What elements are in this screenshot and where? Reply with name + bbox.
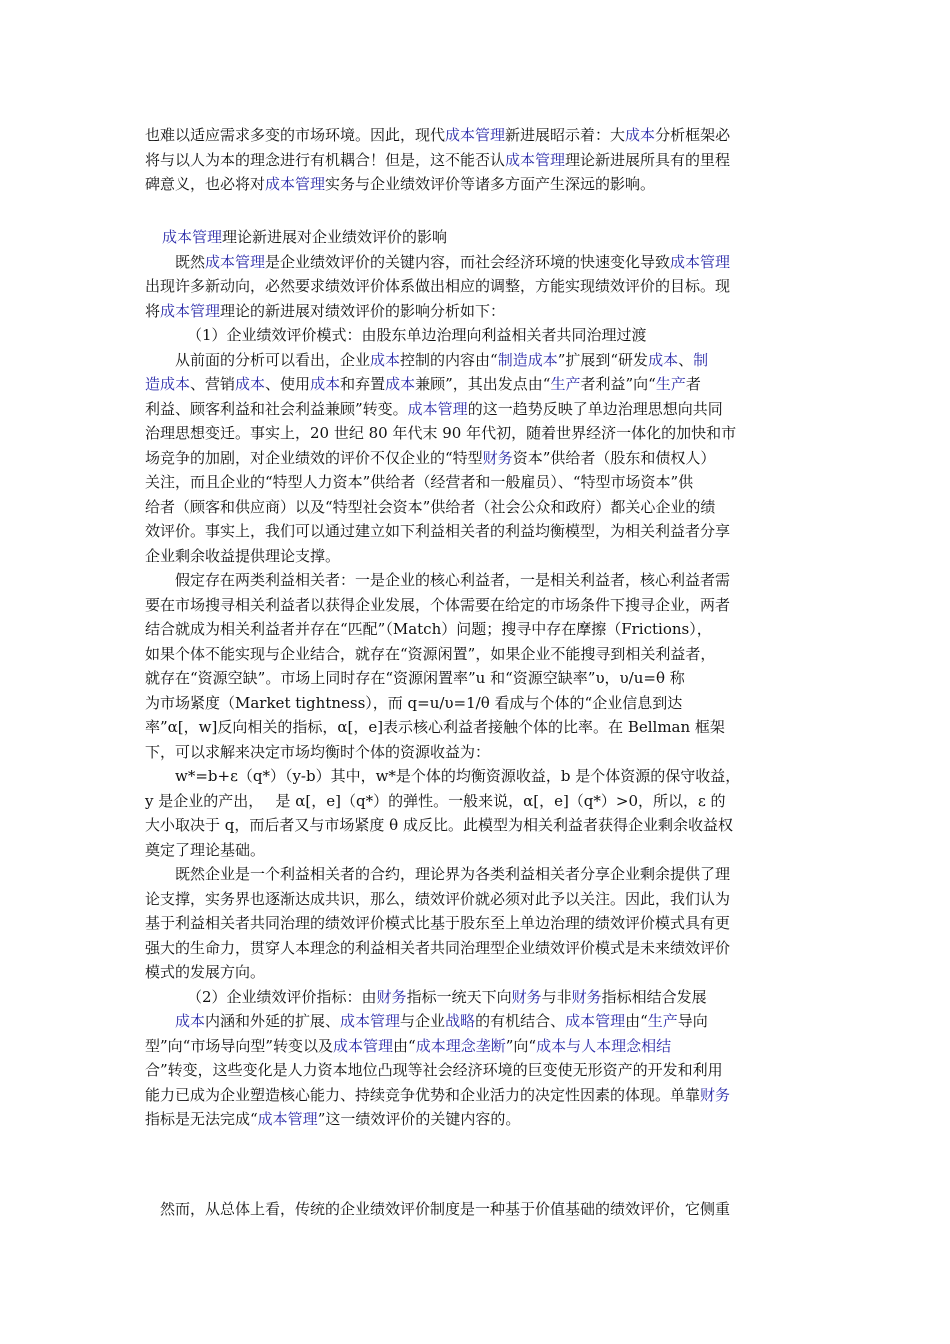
- term-link[interactable]: 生产: [647, 1012, 678, 1030]
- text-line: [145, 250, 807, 275]
- text-line: [145, 593, 807, 618]
- text-run: 导向: [677, 1012, 708, 1030]
- text-line: [145, 148, 807, 173]
- text-run: 碑意义，也必将对: [145, 175, 266, 193]
- text-line: [145, 274, 807, 299]
- text-run: 实务与企业绩效评价等诸多方面产生深远的影响。: [325, 175, 656, 193]
- term-link[interactable]: 成本管理: [205, 252, 266, 271]
- text-run: （2）企业绩效评价指标：由: [187, 987, 377, 1006]
- text-line: [145, 642, 807, 667]
- term-link[interactable]: 成本管理: [162, 228, 223, 246]
- text-line: [145, 568, 807, 593]
- text-run: 合”转变，这些变化是人力资本地位凸现等社会经济环境的巨变使无形资产的开发和利用: [145, 1061, 723, 1079]
- intro-paragraph: [145, 123, 807, 197]
- text-line: [145, 936, 807, 961]
- term-link[interactable]: 成本管理: [340, 1012, 401, 1030]
- text-run: 、: [678, 350, 694, 369]
- term-link[interactable]: 财务: [376, 987, 407, 1006]
- text-line: [145, 1009, 807, 1034]
- text-run: 、营销: [190, 375, 236, 393]
- text-run: 由“: [393, 1036, 416, 1055]
- term-link[interactable]: 成本: [310, 375, 341, 393]
- term-link[interactable]: 成本管理: [333, 1036, 394, 1055]
- term-link[interactable]: 战略: [445, 1012, 476, 1030]
- text-line: [145, 519, 807, 544]
- term-link[interactable]: 成本管理: [407, 399, 468, 418]
- text-run: 给者（顾客和供应商）以及“特型社会资本”供给者（社会公众和政府）都关心企业的绩: [145, 497, 716, 516]
- text-line: [145, 225, 807, 250]
- text-run: 和弃置: [340, 375, 386, 393]
- term-link[interactable]: 成本管理: [505, 150, 566, 169]
- text-line: [145, 470, 807, 495]
- text-line: [145, 372, 807, 397]
- text-run: 就存在“资源空缺”。市场上同时存在“资源闲置率”u 和“资源空缺率”υ，υ/u=θ 称: [145, 669, 685, 687]
- text-line: [145, 764, 807, 789]
- text-line: [145, 1034, 807, 1059]
- text-run: 从前面的分析可以看出，企业: [175, 350, 371, 369]
- text-run: y 是企业的产出， 是 α[，e]（q*）的弹性。一般来说，α[，e]（q*）>0，所以，ε 的: [145, 791, 726, 810]
- term-link[interactable]: 成本管理: [565, 1012, 626, 1030]
- text-run: 者: [685, 375, 701, 393]
- text-run: 如果个体不能实现与企业结合，就存在“资源闲置”，如果企业不能搜寻到相关利益者，: [145, 644, 716, 663]
- text-run: 新进展昭示着：大: [505, 126, 626, 144]
- text-line: [145, 740, 807, 765]
- text-line: [145, 666, 807, 691]
- text-run: 的这一趋势反映了单边治理思想向共同: [467, 399, 723, 418]
- text-line: [145, 446, 807, 471]
- text-line: [145, 397, 807, 422]
- text-line: [145, 617, 807, 642]
- text-run: 治理思想变迁。事实上，20 世纪 80 年代末 90 年代初，随着世界经济一体化的加快和市: [145, 424, 737, 442]
- text-line: [145, 299, 807, 324]
- text-run: 内涵和外延的扩展、: [205, 1012, 341, 1030]
- text-run: 然而，从总体上看，传统的企业绩效评价制度是一种基于价值基础的绩效评价，它侧重: [160, 1200, 731, 1218]
- text-run: 与企业: [400, 1012, 446, 1030]
- text-run: ”这一绩效评价的关键内容的。: [317, 1110, 521, 1128]
- text-run: 结合就成为相关利益者并存在“匹配”（Match）问题；搜寻中存在摩擦（Frictions），: [145, 620, 712, 638]
- text-run: （1）企业绩效评价模式：由股东单边治理向利益相关者共同治理过渡: [187, 326, 647, 344]
- text-run: 将与以人为本的理念进行有机耦合！但是，这不能否认: [145, 150, 506, 169]
- text-line: [145, 1058, 807, 1083]
- text-run: 既然企业是一个利益相关者的合约，理论界为各类利益相关者分享企业剩余提供了理: [175, 865, 731, 883]
- text-run: 理论新进展所具有的里程: [565, 150, 731, 169]
- text-run: 控制的内容由“: [400, 350, 498, 369]
- term-link[interactable]: 成本管理: [160, 301, 221, 320]
- term-link[interactable]: 成本与人本理念相结: [536, 1036, 672, 1055]
- text-run: 将: [145, 301, 161, 320]
- text-line: [145, 715, 807, 740]
- term-link[interactable]: 成本: [648, 350, 679, 369]
- text-line: [145, 691, 807, 716]
- text-run: 理论的新进展对绩效评价的影响分析如下：: [220, 301, 506, 320]
- term-link[interactable]: 财务: [700, 1085, 731, 1104]
- text-run: 由“: [625, 1012, 648, 1030]
- text-run: 者利益”向“: [580, 375, 656, 393]
- text-run: 关注，而且企业的“特型人力资本”供给者（经营者和一般雇员）、“特型市场资本”供: [145, 473, 694, 491]
- term-link[interactable]: 生产: [550, 375, 581, 393]
- text-run: 利益、顾客利益和社会利益兼顾”转变。: [145, 399, 408, 418]
- text-line: [145, 544, 807, 569]
- term-link[interactable]: 制造成本: [497, 350, 558, 369]
- text-run: 场竞争的加剧，对企业绩效的评价不仅企业的“特型: [145, 448, 483, 467]
- text-run: 论支撑，实务界也逐渐达成共识，那么，绩效评价就必须对此予以关注。因此，我们认为: [145, 889, 731, 908]
- text-run: 也难以适应需求多变的市场环境。因此，现代: [145, 126, 446, 144]
- text-run: 奠定了理论基础。: [145, 840, 266, 859]
- term-link[interactable]: 成本管理: [265, 175, 326, 193]
- text-run: 企业剩余收益提供理论支撑。: [145, 546, 341, 565]
- term-link[interactable]: 成本理念垄断: [415, 1036, 506, 1055]
- term-link[interactable]: 成本: [385, 375, 416, 393]
- term-link[interactable]: 成本: [175, 1012, 206, 1030]
- text-line: [145, 862, 807, 887]
- term-link[interactable]: 成本管理: [670, 252, 731, 271]
- text-run: 为市场紧度（Market tightness），而 q=u/υ=1/θ 看成与个体的“企业信息到达: [145, 693, 683, 712]
- text-line: [145, 789, 807, 814]
- term-link[interactable]: 成本管理: [445, 126, 506, 144]
- text-line: [145, 323, 807, 348]
- text-run: ”向“: [505, 1036, 537, 1055]
- text-run: 率”α[，w]反向相关的指标，α[，e]表示核心利益者接触个体的比率。在 Bellman 框架: [145, 718, 725, 736]
- term-link[interactable]: 成本: [370, 350, 401, 369]
- text-run: 分析框架必: [655, 126, 731, 144]
- text-run: w*=b+ε（q*）（y-b）其中，w*是个体的均衡资源收益，b 是个体资源的保守收益，: [175, 767, 741, 785]
- text-run: 指标是无法完成“: [145, 1110, 258, 1128]
- term-link[interactable]: 财务: [511, 987, 542, 1006]
- text-line: [145, 1083, 807, 1108]
- closing-paragraph: [145, 1197, 807, 1222]
- text-run: 能力已成为企业塑造核心能力、持续竞争优势和企业活力的决定性因素的体现。单靠: [145, 1085, 701, 1104]
- text-run: 理论新进展对企业绩效评价的影响: [222, 228, 448, 246]
- text-run: 假定存在两类利益相关者：一是企业的核心利益者，一是相关利益者，核心利益者需: [175, 571, 731, 589]
- text-run: 的有机结合、: [475, 1012, 566, 1030]
- term-link[interactable]: 造成本: [145, 375, 191, 393]
- text-line: [145, 838, 807, 863]
- text-line: [145, 1107, 807, 1132]
- term-link[interactable]: 财务: [571, 987, 602, 1006]
- text-run: 指标相结合发展: [601, 987, 707, 1006]
- term-link[interactable]: 成本管理: [257, 1110, 318, 1128]
- text-line: [145, 348, 807, 373]
- text-run: 要在市场搜寻相关利益者以获得企业发展，个体需要在给定的市场条件下搜寻企业，两者: [145, 595, 731, 614]
- main-section: [145, 225, 807, 1132]
- text-run: ”扩展到“研发: [557, 350, 649, 369]
- text-run: 兼顾”，其出发点由“: [415, 375, 551, 393]
- text-line: [145, 1197, 807, 1222]
- text-run: 大小取决于 q，而后者又与市场紧度 θ 成反比。此模型为相关利益者获得企业剩余收益权: [145, 816, 733, 834]
- text-line: [145, 960, 807, 985]
- text-line: [145, 421, 807, 446]
- term-link[interactable]: 成本: [625, 126, 656, 144]
- text-line: [145, 985, 807, 1010]
- text-run: 是企业绩效评价的关键内容，而社会经济环境的快速变化导致: [265, 252, 671, 271]
- text-line: [145, 911, 807, 936]
- text-line: [145, 813, 807, 838]
- text-run: 资本”供给者（股东和债权人）: [512, 448, 716, 467]
- text-run: 出现许多新动向，必然要求绩效评价体系做出相应的调整，方能实现绩效评价的目标。现: [145, 277, 731, 295]
- text-run: 指标一统天下向: [406, 987, 512, 1006]
- term-link[interactable]: 成本: [235, 375, 266, 393]
- text-line: [145, 172, 807, 197]
- text-run: 既然: [175, 252, 206, 271]
- term-link[interactable]: 财务: [482, 448, 513, 467]
- term-link[interactable]: 制: [693, 350, 709, 369]
- text-run: 下，可以求解来决定市场均衡时个体的资源收益为：: [145, 742, 491, 761]
- text-line: [145, 495, 807, 520]
- text-run: 基于利益相关者共同治理的绩效评价模式比基于股东至上单边治理的绩效评价模式具有更: [145, 914, 731, 932]
- text-run: 效评价。事实上，我们可以通过建立如下利益相关者的利益均衡模型，为相关利益者分享: [145, 522, 731, 540]
- text-run: 、使用: [265, 375, 311, 393]
- text-line: [145, 123, 807, 148]
- text-run: 模式的发展方向。: [145, 963, 266, 981]
- text-run: 型”向“市场导向型”转变以及: [145, 1036, 334, 1055]
- text-run: 与非: [541, 987, 572, 1006]
- text-run: 强大的生命力，贯穿人本理念的利益相关者共同治理型企业绩效评价模式是未来绩效评价: [145, 938, 731, 957]
- text-line: [145, 887, 807, 912]
- term-link[interactable]: 生产: [655, 375, 686, 393]
